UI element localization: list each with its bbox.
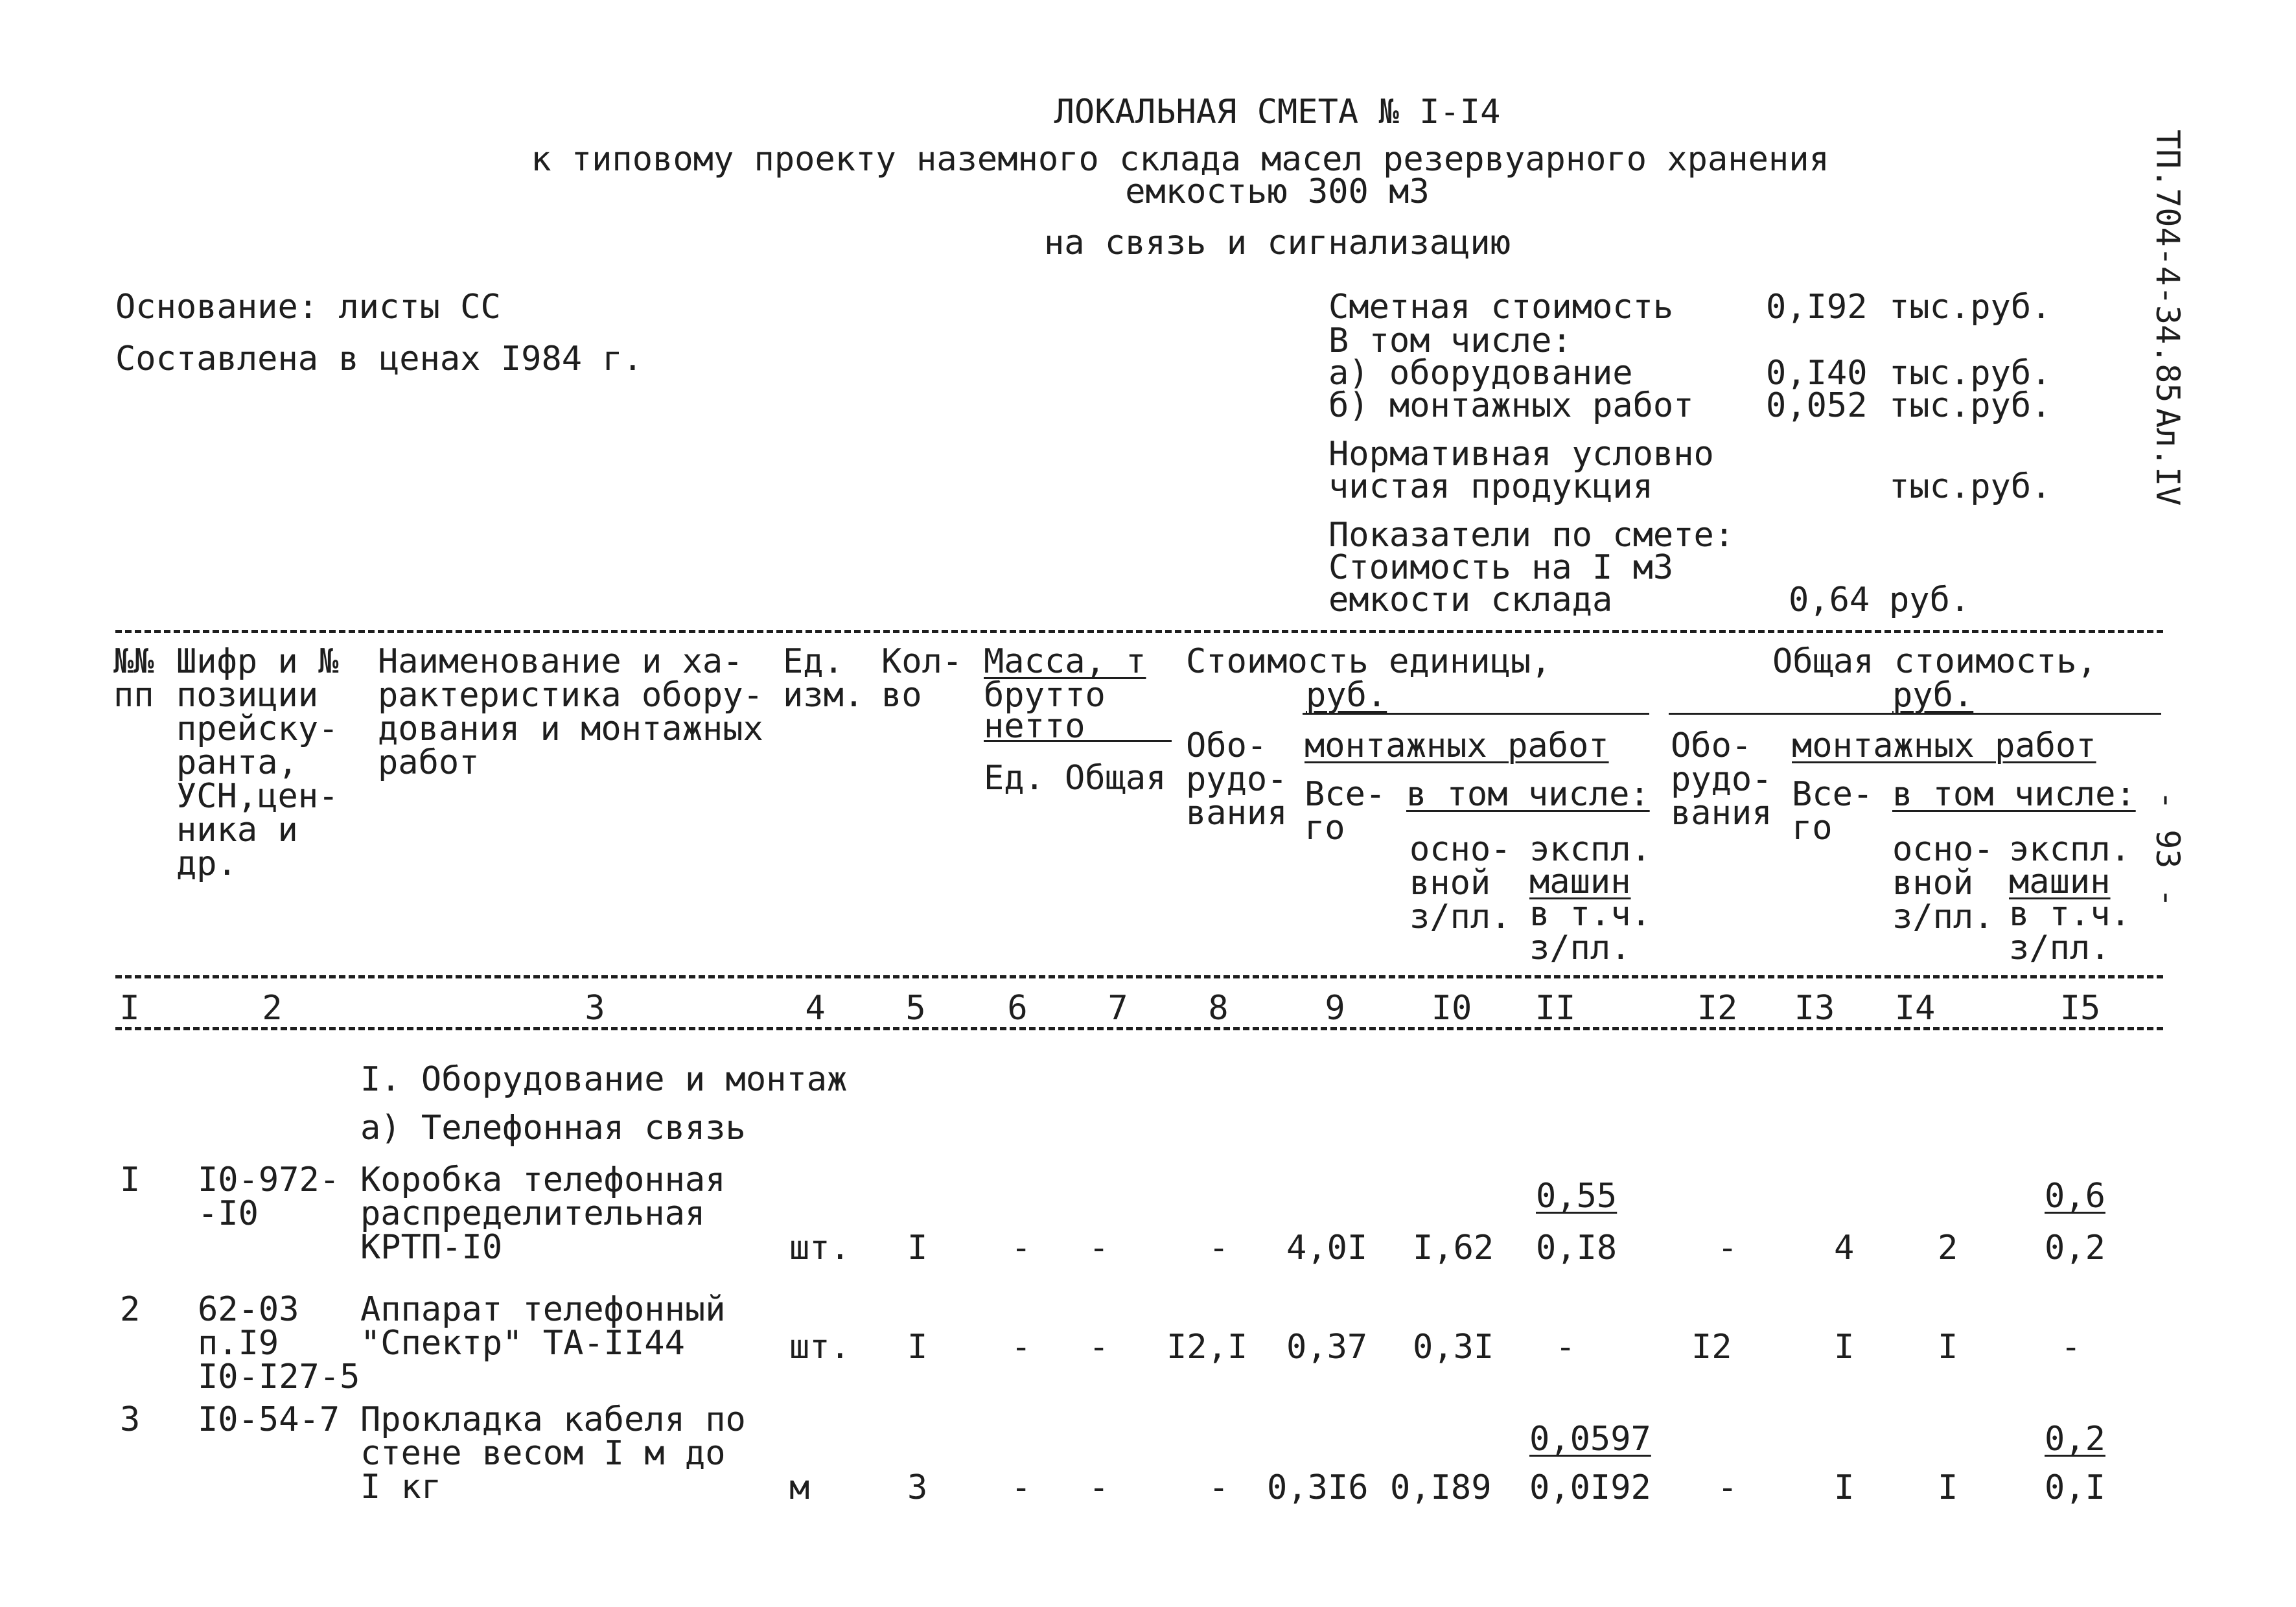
installation-value: 0,052	[1766, 386, 1868, 425]
column-number: 7	[1107, 989, 1128, 1028]
document-title: ЛОКАЛЬНАЯ СМЕТА № I-I4	[1054, 93, 1501, 132]
col-header-machine-2: машин	[1529, 862, 1631, 901]
row-mass-unit: -	[1011, 1328, 1032, 1367]
row-number: 3	[120, 1400, 141, 1439]
col-header-total-2: Все- го	[1792, 775, 1873, 848]
mass-divider	[984, 740, 1172, 742]
row-name: Прокладка кабеля по стене весом I м до I кг	[360, 1400, 746, 1507]
row-unit-machine: 0,I8	[1536, 1229, 1618, 1267]
row-code: 62-03 п.I9 I0-I27-5	[198, 1290, 360, 1396]
column-number: I0	[1431, 989, 1472, 1028]
col-header-mass-total: Общая	[1065, 759, 1166, 798]
row-quantity: 3	[907, 1468, 928, 1507]
row-unit-machine: 0,0I92	[1529, 1468, 1651, 1507]
column-number: I5	[2059, 989, 2101, 1028]
row-total-machine-top: 0,2	[2045, 1420, 2105, 1459]
unit-cost-rule	[1303, 713, 1649, 715]
col-header-mass-unit: Ед.	[984, 759, 1045, 798]
total-cost-rule	[1669, 713, 2161, 715]
row-unit-total: 0,3I6	[1267, 1468, 1369, 1507]
row-equipment-cost: -	[1209, 1229, 1229, 1267]
row-total-machine-top: 0,6	[2045, 1177, 2105, 1216]
normative-unit: тыс.руб.	[1889, 467, 2052, 506]
column-number: II	[1535, 989, 1576, 1028]
row-mass-unit: -	[1011, 1468, 1032, 1507]
estimated-cost-unit: тыс.руб.	[1889, 288, 2052, 327]
column-number: 4	[805, 989, 826, 1028]
row-number: I	[120, 1161, 141, 1199]
row-total-main-wage: I	[1938, 1328, 1958, 1367]
equipment-value: 0,I40	[1766, 354, 1868, 393]
estimated-cost-label: Сметная стоимость	[1328, 288, 1674, 327]
row-unit-machine-top: 0,0597	[1529, 1420, 1651, 1459]
col-header-unit-cost: Стоимость единицы,	[1186, 642, 1551, 681]
column-number: 9	[1325, 989, 1345, 1028]
row-total-main-wage: I	[1938, 1468, 1958, 1507]
equipment-unit: тыс.руб.	[1889, 354, 2052, 393]
row-total-equipment: -	[1717, 1229, 1738, 1267]
row-mass-total: -	[1089, 1328, 1109, 1367]
basis-text: Основание: листы СС	[115, 288, 501, 327]
col-header-name: Наименование и ха- рактеристика обору- дования и монтажных работ	[378, 642, 763, 782]
per-m3-label-1: Стоимость на I м3	[1328, 548, 1674, 587]
col-header-machine-b: экспл.	[2009, 830, 2131, 869]
row-unit: м	[789, 1468, 810, 1507]
row-mass-total: -	[1089, 1229, 1109, 1267]
col-header-machine-3: в т.ч. з/пл.	[1529, 895, 1651, 967]
col-header-installation-2: монтажных работ	[1792, 726, 2096, 765]
col-header-total-cost: Общая стоимость,	[1772, 642, 2097, 681]
normative-label-1: Нормативная условно	[1328, 435, 1714, 474]
album-stamp: Ал.IV	[2149, 408, 2186, 506]
column-number: 3	[585, 989, 605, 1028]
col-header-netto: нетто	[984, 707, 1085, 746]
row-unit-main-wage: I,62	[1413, 1229, 1494, 1267]
row-total-machine: 0,I	[2045, 1468, 2105, 1507]
col-header-code: Шифр и № позиции прейску- ранта, УСН,цен- ника и др.	[176, 642, 339, 883]
equipment-label: а) оборудование	[1328, 354, 1633, 393]
row-total-installation: I	[1834, 1468, 1855, 1507]
header-bottom-rule	[115, 975, 2163, 978]
col-header-total-cost-rub: руб.	[1892, 676, 1974, 715]
normative-label-2: чистая продукция	[1328, 467, 1653, 506]
prices-text: Составлена в ценах I984 г.	[115, 340, 643, 378]
col-header-unit-cost-rub: руб.	[1306, 676, 1387, 715]
col-header-unit: Ед. изм.	[783, 642, 864, 715]
including-label: В том числе:	[1328, 321, 1572, 360]
column-number: 2	[262, 989, 283, 1028]
column-number: I3	[1794, 989, 1835, 1028]
subsection-title: а) Телефонная связь	[360, 1109, 746, 1148]
row-equipment-cost: I2,I	[1166, 1328, 1248, 1367]
col-header-total: Все- го	[1305, 775, 1386, 848]
column-number: I4	[1894, 989, 1936, 1028]
section-title: I. Оборудование и монтаж	[360, 1060, 848, 1099]
col-header-equipment: Обо- рудо- вания	[1186, 726, 1288, 833]
row-name: Коробка телефонная распределительная КРТП-I0	[360, 1161, 726, 1267]
row-quantity: I	[907, 1328, 928, 1367]
column-number: I	[119, 989, 140, 1028]
column-number: 8	[1208, 989, 1229, 1028]
per-m3-unit: руб.	[1889, 581, 1971, 619]
col-header-equipment-2: Обо- рудо- вания	[1671, 726, 1772, 833]
column-numbers-rule	[115, 1027, 2163, 1030]
row-mass-total: -	[1089, 1468, 1109, 1507]
col-header-incl-2: в том числе:	[1892, 775, 2136, 814]
document-subtitle-3: на связь и сигнализацию	[1043, 224, 1511, 262]
document-subtitle-1: к типовому проекту наземного склада масел резервуарного хранения	[531, 140, 1829, 179]
row-unit-total: 4,0I	[1286, 1229, 1368, 1267]
row-total-machine: 0,2	[2045, 1229, 2105, 1267]
row-code: I0-54-7	[198, 1400, 340, 1439]
col-header-incl: в том числе:	[1406, 775, 1650, 814]
col-header-brutto: брутто	[984, 676, 1106, 715]
row-total-installation: 4	[1834, 1229, 1855, 1267]
row-name: Аппарат телефонный "Спектр" ТА-II44	[360, 1290, 726, 1363]
page-number: - 93 -	[2149, 791, 2186, 908]
row-unit-main-wage: 0,3I	[1413, 1328, 1494, 1367]
row-unit-machine-top: 0,55	[1536, 1177, 1618, 1216]
row-unit-total: 0,37	[1286, 1328, 1368, 1367]
row-mass-unit: -	[1011, 1229, 1032, 1267]
row-unit-machine: -	[1555, 1328, 1576, 1367]
row-unit: шт.	[789, 1229, 850, 1267]
indicators-label: Показатели по смете:	[1328, 516, 1735, 555]
per-m3-value: 0,64	[1789, 581, 1870, 619]
row-unit-main-wage: 0,I89	[1390, 1468, 1492, 1507]
header-top-rule	[115, 630, 2163, 633]
col-header-number: №№ пп	[113, 642, 154, 715]
estimated-cost-value: 0,I92	[1766, 288, 1868, 327]
document-subtitle-2: емкостью 300 м3	[1125, 172, 1430, 211]
installation-label: б) монтажных работ	[1328, 386, 1694, 425]
col-header-machine-b3: в т.ч. з/пл.	[2009, 895, 2131, 967]
row-equipment-cost: -	[1209, 1468, 1229, 1507]
row-total-equipment: -	[1717, 1468, 1738, 1507]
col-header-machine-b2: машин	[2009, 862, 2111, 901]
installation-unit: тыс.руб.	[1889, 386, 2052, 425]
row-total-equipment: I2	[1691, 1328, 1732, 1367]
row-total-installation: I	[1834, 1328, 1855, 1367]
col-header-main-wage: осно- вной з/пл.	[1409, 830, 1511, 936]
column-number: I2	[1697, 989, 1738, 1028]
project-code-stamp: ТП.704-4-34.85	[2149, 130, 2186, 403]
row-unit: шт.	[789, 1328, 850, 1367]
col-header-installation: монтажных работ	[1305, 726, 1609, 765]
column-number: 6	[1007, 989, 1028, 1028]
per-m3-label-2: емкости склада	[1328, 581, 1613, 619]
row-quantity: I	[907, 1229, 928, 1267]
col-header-quantity: Кол- во	[881, 642, 963, 715]
row-code: I0-972- -I0	[198, 1161, 340, 1233]
col-header-mass: Масса, т	[984, 642, 1146, 681]
row-number: 2	[120, 1290, 141, 1329]
column-number: 5	[905, 989, 926, 1028]
col-header-machine: экспл.	[1529, 830, 1651, 869]
col-header-main-wage-2: осно- вной з/пл.	[1892, 830, 1994, 936]
row-total-machine: -	[2061, 1328, 2081, 1367]
row-total-main-wage: 2	[1938, 1229, 1958, 1267]
